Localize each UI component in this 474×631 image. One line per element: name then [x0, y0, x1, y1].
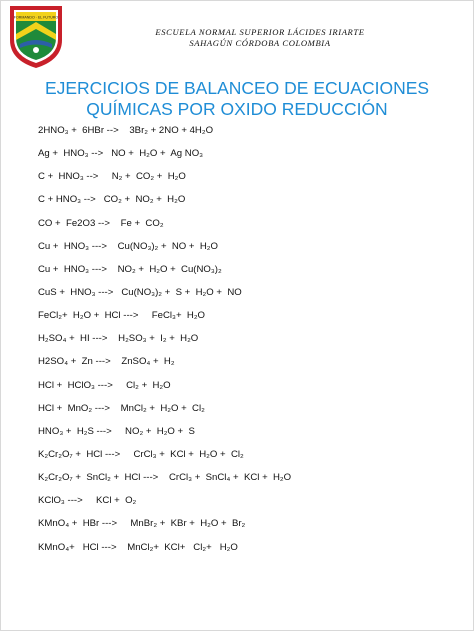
equation-item: K₂Cr₂O₇ + HCl ---> CrCl₃ + KCl + H₂O + Cl₂: [38, 448, 244, 460]
equation-item: FeCl₂+ H₂O + HCl ---> FeCl₃+ H₂O: [38, 310, 206, 322]
equation-item: CO + Fe2O3 --> Fe + CO₂: [38, 217, 164, 229]
equation-item: HCl + HClO₃ ---> Cl₂ + H₂O: [38, 379, 171, 391]
equation-item: C + HNO₃ --> CO₂ + NO₂ + H₂O: [38, 194, 186, 206]
school-header: [110, 27, 410, 48]
equation-item: HNO₃ + H₂S ---> NO₂ + H₂O + S: [38, 425, 195, 437]
school-name-line: ESCUELA NORMAL SUPERIOR LÁCIDES IRIARTE: [155, 27, 365, 37]
equation-item: HCl + MnO₂ ---> MnCl₂ + H₂O + Cl₂: [38, 402, 205, 414]
equation-item: H₂SO₄ + HI ---> H₂SO₃ + I₂ + H₂O: [38, 333, 199, 345]
page-title-line1: EJERCICIOS DE BALANCEO DE ECUACIONES: [44, 78, 430, 98]
equation-item: KMnO₄ + HBr ---> MnBr₂ + KBr + H₂O + Br₂: [38, 518, 246, 530]
equation-item: Ag + HNO₃ --> NO + H₂O + Ag NO₃: [38, 148, 204, 160]
equation-item: H2SO₄ + Zn ---> ZnSO₄ + H₂: [38, 356, 175, 368]
school-shield-logo-icon: [7, 4, 65, 70]
school-location-line: SAHAGÚN CÓRDOBA COLOMBIA: [189, 37, 331, 48]
equation-item: KClO₃ ---> KCl + O₂: [38, 495, 137, 507]
equation-list: [38, 124, 458, 564]
logo-shield-text: FORMANDO · EL FUTURO: [13, 15, 59, 20]
equation-item: C + HNO₃ --> N₂ + CO₂ + H₂O: [38, 171, 186, 183]
equation-item: CuS + HNO₃ ---> Cu(NO₃)₂ + S + H₂O + NO: [38, 286, 242, 298]
page-title-line2: QUÍMICAS POR OXIDO REDUCCIÓN: [86, 99, 388, 119]
equation-item: Cu + HNO₃ ---> NO₂ + H₂O + Cu(NO₃)₂: [38, 263, 222, 275]
equation-item: K₂Cr₂O₇ + SnCl₂ + HCl ---> CrCl₃ + SnCl₄ + KCl + H₂O: [38, 472, 292, 484]
equation-item: Cu + HNO₃ ---> Cu(NO₃)₂ + NO + H₂O: [38, 240, 218, 252]
equation-item: KMnO₄+ HCl ---> MnCl₂+ KCl+ Cl₂+ H₂O: [38, 541, 238, 553]
page-title: [20, 78, 454, 120]
equation-item: 2HNO₃ + 6HBr --> 3Br₂ + 2NO + 4H₂O: [38, 125, 214, 136]
